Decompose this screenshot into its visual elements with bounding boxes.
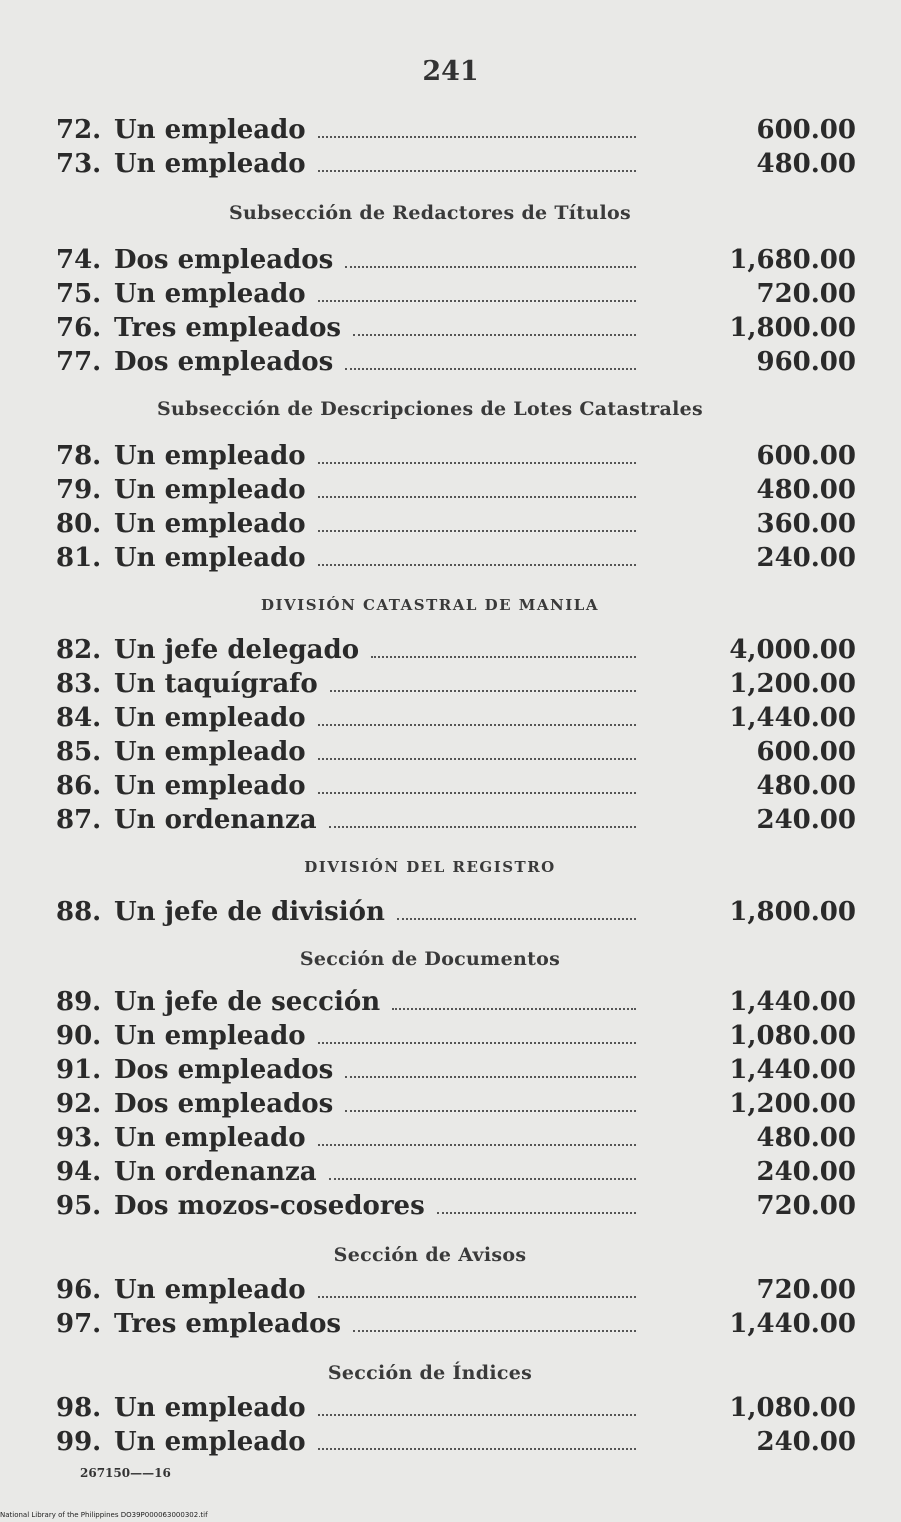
line-item bbox=[56, 1274, 856, 1306]
item-description: Un empleado bbox=[114, 475, 306, 505]
dot-leader bbox=[329, 826, 636, 828]
item-number: 82. bbox=[56, 635, 102, 665]
item-description: Dos empleados bbox=[114, 1089, 334, 1119]
item-number: 94. bbox=[56, 1157, 102, 1187]
item-amount: 240.00 bbox=[756, 805, 856, 835]
line-item bbox=[56, 346, 856, 378]
dot-leader bbox=[330, 690, 636, 692]
line-item bbox=[56, 1426, 856, 1458]
dot-leader bbox=[345, 1076, 636, 1078]
dot-leader bbox=[318, 170, 636, 172]
item-description: Un empleado bbox=[114, 771, 306, 801]
item-number: 93. bbox=[56, 1123, 102, 1153]
section-heading: DIVISIÓN CATASTRAL DE MANILA bbox=[261, 596, 599, 614]
item-description: Dos empleados bbox=[114, 347, 334, 377]
dot-leader bbox=[318, 530, 636, 532]
item-description: Un empleado bbox=[114, 509, 306, 539]
dot-leader bbox=[318, 300, 636, 302]
section-heading: DIVISIÓN DEL REGISTRO bbox=[304, 858, 556, 876]
item-amount: 1,080.00 bbox=[729, 1393, 856, 1423]
item-number: 87. bbox=[56, 805, 102, 835]
item-description: Tres empleados bbox=[114, 1309, 342, 1339]
dot-leader bbox=[437, 1212, 636, 1214]
item-description: Un empleado bbox=[114, 543, 306, 573]
item-amount: 480.00 bbox=[756, 1123, 856, 1153]
item-description: Un empleado bbox=[114, 441, 306, 471]
section-heading: Sección de Índices bbox=[327, 1362, 533, 1384]
item-number: 92. bbox=[56, 1089, 102, 1119]
dot-leader bbox=[345, 1110, 636, 1112]
line-item bbox=[56, 244, 856, 276]
line-item bbox=[56, 1156, 856, 1188]
dot-leader bbox=[345, 266, 636, 268]
line-item bbox=[56, 542, 856, 574]
item-description: Dos empleados bbox=[114, 245, 334, 275]
item-description: Un empleado bbox=[114, 279, 306, 309]
line-item bbox=[56, 1392, 856, 1424]
item-number: 74. bbox=[56, 245, 102, 275]
line-item bbox=[56, 770, 856, 802]
item-description: Un empleado bbox=[114, 149, 306, 179]
dot-leader bbox=[318, 1448, 636, 1450]
line-item bbox=[56, 508, 856, 540]
item-amount: 720.00 bbox=[756, 279, 856, 309]
item-number: 86. bbox=[56, 771, 102, 801]
dot-leader bbox=[371, 656, 636, 658]
item-amount: 1,800.00 bbox=[729, 897, 856, 927]
section-heading: Sección de Avisos bbox=[333, 1244, 527, 1266]
item-amount: 1,680.00 bbox=[729, 245, 856, 275]
item-description: Un empleado bbox=[114, 1021, 306, 1051]
line-item bbox=[56, 736, 856, 768]
item-amount: 4,000.00 bbox=[729, 635, 856, 665]
dot-leader bbox=[345, 368, 636, 370]
item-description: Un empleado bbox=[114, 1123, 306, 1153]
item-number: 83. bbox=[56, 669, 102, 699]
item-amount: 720.00 bbox=[756, 1191, 856, 1221]
item-description: Un empleado bbox=[114, 115, 306, 145]
item-number: 81. bbox=[56, 543, 102, 573]
line-item bbox=[56, 114, 856, 146]
item-amount: 1,200.00 bbox=[729, 669, 856, 699]
item-amount: 1,200.00 bbox=[729, 1089, 856, 1119]
line-item bbox=[56, 986, 856, 1018]
dot-leader bbox=[318, 1042, 636, 1044]
line-item bbox=[56, 278, 856, 310]
line-item bbox=[56, 896, 856, 928]
item-number: 89. bbox=[56, 987, 102, 1017]
section-heading: Subsección de Redactores de Títulos bbox=[229, 202, 631, 224]
item-amount: 1,080.00 bbox=[729, 1021, 856, 1051]
item-description: Un jefe de sección bbox=[114, 987, 381, 1017]
item-amount: 360.00 bbox=[756, 509, 856, 539]
dot-leader bbox=[318, 1296, 636, 1298]
item-number: 84. bbox=[56, 703, 102, 733]
item-number: 75. bbox=[56, 279, 102, 309]
line-item bbox=[56, 1088, 856, 1120]
item-description: Un empleado bbox=[114, 1393, 306, 1423]
item-description: Un ordenanza bbox=[114, 1157, 317, 1187]
dot-leader bbox=[318, 564, 636, 566]
item-description: Un taquígrafo bbox=[114, 669, 318, 699]
item-number: 88. bbox=[56, 897, 102, 927]
dot-leader bbox=[318, 758, 636, 760]
library-watermark: National Library of the Philippines DO39P000063000302.tif bbox=[0, 1511, 208, 1519]
page-number: 241 bbox=[422, 56, 479, 87]
item-description: Un empleado bbox=[114, 737, 306, 767]
section-heading: Subsección de Descripciones de Lotes Catastrales bbox=[157, 398, 703, 420]
dot-leader bbox=[392, 1008, 636, 1010]
line-item bbox=[56, 804, 856, 836]
dot-leader bbox=[353, 1330, 636, 1332]
item-amount: 480.00 bbox=[756, 475, 856, 505]
line-item bbox=[56, 634, 856, 666]
item-number: 96. bbox=[56, 1275, 102, 1305]
item-number: 78. bbox=[56, 441, 102, 471]
item-number: 76. bbox=[56, 313, 102, 343]
item-amount: 600.00 bbox=[756, 737, 856, 767]
item-number: 85. bbox=[56, 737, 102, 767]
item-description: Un ordenanza bbox=[114, 805, 317, 835]
item-description: Un jefe delegado bbox=[114, 635, 360, 665]
line-item bbox=[56, 1054, 856, 1086]
line-item bbox=[56, 1122, 856, 1154]
item-description: Un jefe de división bbox=[114, 897, 385, 927]
item-number: 72. bbox=[56, 115, 102, 145]
item-number: 73. bbox=[56, 149, 102, 179]
item-number: 77. bbox=[56, 347, 102, 377]
item-description: Tres empleados bbox=[114, 313, 342, 343]
item-number: 95. bbox=[56, 1191, 102, 1221]
item-amount: 240.00 bbox=[756, 1157, 856, 1187]
dot-leader bbox=[329, 1178, 636, 1180]
item-amount: 1,440.00 bbox=[729, 1309, 856, 1339]
item-amount: 240.00 bbox=[756, 1427, 856, 1457]
item-number: 80. bbox=[56, 509, 102, 539]
dot-leader bbox=[318, 724, 636, 726]
item-number: 97. bbox=[56, 1309, 102, 1339]
dot-leader bbox=[353, 334, 636, 336]
item-amount: 1,440.00 bbox=[729, 703, 856, 733]
item-amount: 1,440.00 bbox=[729, 1055, 856, 1085]
line-item bbox=[56, 668, 856, 700]
dot-leader bbox=[318, 496, 636, 498]
item-amount: 480.00 bbox=[756, 149, 856, 179]
item-number: 91. bbox=[56, 1055, 102, 1085]
item-amount: 960.00 bbox=[756, 347, 856, 377]
line-item bbox=[56, 474, 856, 506]
item-number: 98. bbox=[56, 1393, 102, 1423]
item-description: Un empleado bbox=[114, 703, 306, 733]
line-item bbox=[56, 702, 856, 734]
item-amount: 240.00 bbox=[756, 543, 856, 573]
line-item bbox=[56, 1020, 856, 1052]
item-amount: 1,440.00 bbox=[729, 987, 856, 1017]
line-item bbox=[56, 148, 856, 180]
printing-code: 267150——16 bbox=[80, 1466, 171, 1480]
item-amount: 1,800.00 bbox=[729, 313, 856, 343]
item-description: Un empleado bbox=[114, 1427, 306, 1457]
line-item bbox=[56, 1308, 856, 1340]
item-amount: 600.00 bbox=[756, 441, 856, 471]
dot-leader bbox=[318, 462, 636, 464]
item-amount: 480.00 bbox=[756, 771, 856, 801]
item-number: 99. bbox=[56, 1427, 102, 1457]
item-description: Un empleado bbox=[114, 1275, 306, 1305]
item-description: Dos empleados bbox=[114, 1055, 334, 1085]
dot-leader bbox=[318, 792, 636, 794]
item-number: 79. bbox=[56, 475, 102, 505]
line-item bbox=[56, 440, 856, 472]
item-number: 90. bbox=[56, 1021, 102, 1051]
dot-leader bbox=[318, 1144, 636, 1146]
line-item bbox=[56, 1190, 856, 1222]
dot-leader bbox=[318, 136, 636, 138]
section-heading: Sección de Documentos bbox=[299, 948, 561, 970]
line-item bbox=[56, 312, 856, 344]
dot-leader bbox=[318, 1414, 636, 1416]
item-amount: 600.00 bbox=[756, 115, 856, 145]
dot-leader bbox=[397, 918, 636, 920]
item-amount: 720.00 bbox=[756, 1275, 856, 1305]
item-description: Dos mozos-cosedores bbox=[114, 1191, 425, 1221]
